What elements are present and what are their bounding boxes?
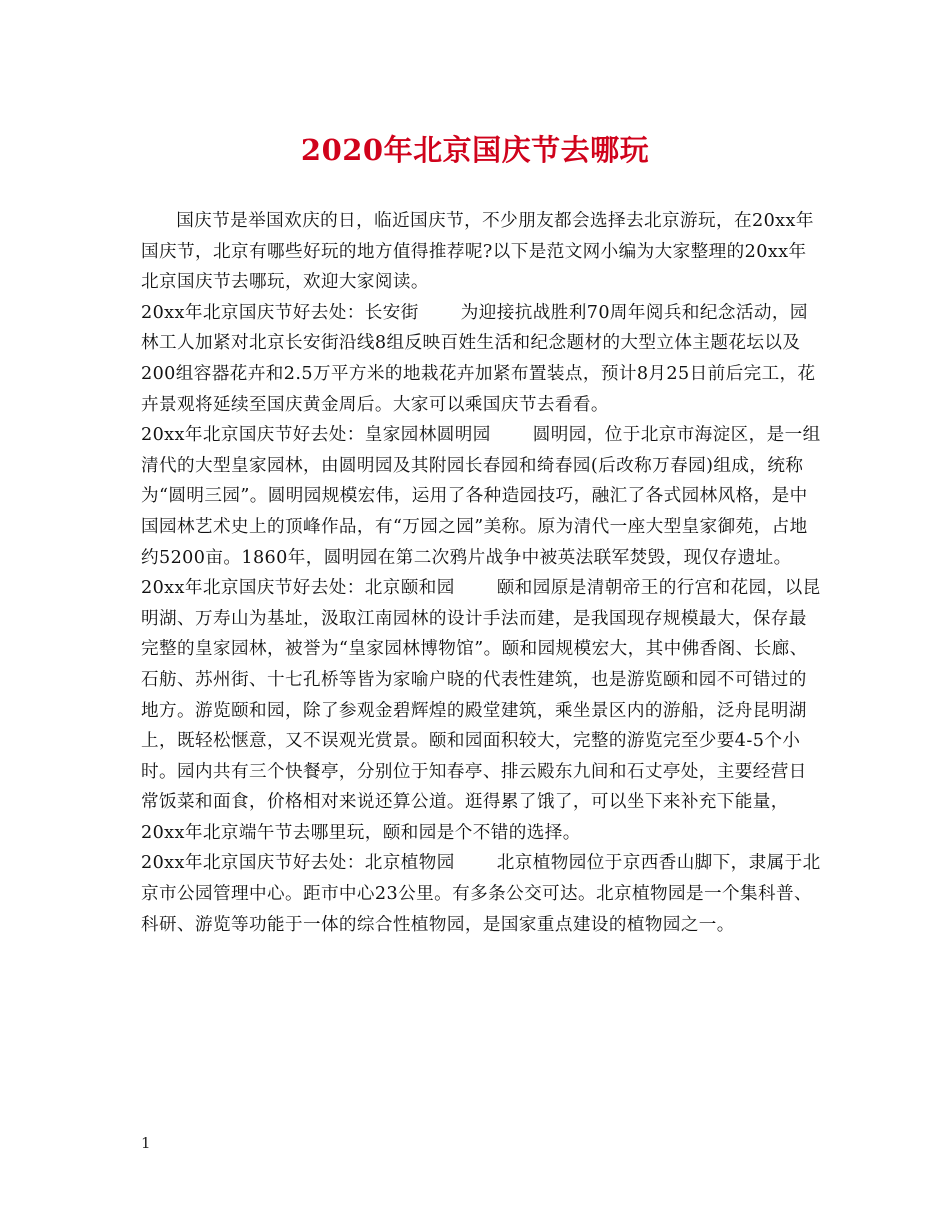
intro-paragraph: 国庆节是举国欢庆的日，临近国庆节，不少朋友都会选择去北京游玩，在20xx年国庆节，北京有哪些好玩的地方值得推荐呢?以下是范文网小编为大家整理的20xx年北京国庆节去哪玩，欢迎大家阅读。: [141, 211, 814, 293]
section-text: 颐和园原是清朝帝王的行宫和花园，以昆明湖、万寿山为基址，汲取江南园林的设计手法而建，是我国现存规模最大，保存最完整的皇家园林，被誉为“皇家园林博物馆”。颐和园规模宏大，其中佛香阁、长廊、石舫、苏州街、十七孔桥等皆为家喻户晓的代表性建筑，也是游览颐和园不可错过的地方。游览颐和园，除了参观金碧辉煌的殿堂建筑，乘坐景区内的游船，泛舟昆明湖上，既轻松惬意，又不误观光赏景。颐和园面积较大，完整的游览完至少要4-5个小时。园内共有三个快餐亭，分别位于知春亭、排云殿东九间和石丈亭处，主要经营日常饭菜和面食，价格相对来说还算公道。逛得累了饿了，可以坐下来补充下能量，20xx年北京端午节去哪里玩，颐和园是个不错的选择。: [141, 578, 821, 843]
section-text: 圆明园，位于北京市海淀区，是一组清代的大型皇家园林，由圆明园及其附园长春园和绮春园(后改称万春园)组成，统称为“圆明三园”。圆明园规模宏伟，运用了各种造园技巧，融汇了各式园林风格，是中国园林艺术史上的顶峰作品，有“万园之园”美称。原为清代一座大型皇家御苑，占地约5200亩。1860年，圆明园在第二次鸦片战争中被英法联军焚毁，现仅存遗址。: [141, 425, 821, 568]
section-text: 北京植物园位于京西香山脚下，隶属于北京市公园管理中心。距市中心23公里。有多条公交可达。北京植物园是一个集科普、科研、游览等功能于一体的综合性植物园，是国家重点建设的植物园之一。: [141, 853, 821, 935]
section-heading: 20xx年北京国庆节好去处：北京颐和园: [141, 578, 455, 599]
document-title: 2020年北京国庆节去哪玩: [300, 133, 650, 167]
section-heading: 20xx年北京国庆节好去处：北京植物园: [141, 853, 455, 874]
section-heading: 20xx年北京国庆节好去处：皇家园林圆明园: [141, 425, 491, 446]
section-paragraph: [141, 848, 821, 940]
section-paragraph: [141, 573, 821, 848]
section-paragraph: [141, 298, 821, 420]
section-text: 为迎接抗战胜利70周年阅兵和纪念活动，园林工人加紧对北京长安街沿线8组反映百姓生活和纪念题材的大型立体主题花坛以及200组容器花卉和2.5万平方米的地栽花卉加紧布置装点，预计8月25日前后完工，花卉景观将延续至国庆黄金周后。大家可以乘国庆节去看看。: [141, 302, 816, 415]
section-heading: 20xx年北京国庆节好去处：长安街: [141, 302, 419, 323]
section-paragraph: [141, 420, 821, 573]
document-body: [141, 206, 821, 940]
page-number: 1: [141, 1134, 151, 1152]
